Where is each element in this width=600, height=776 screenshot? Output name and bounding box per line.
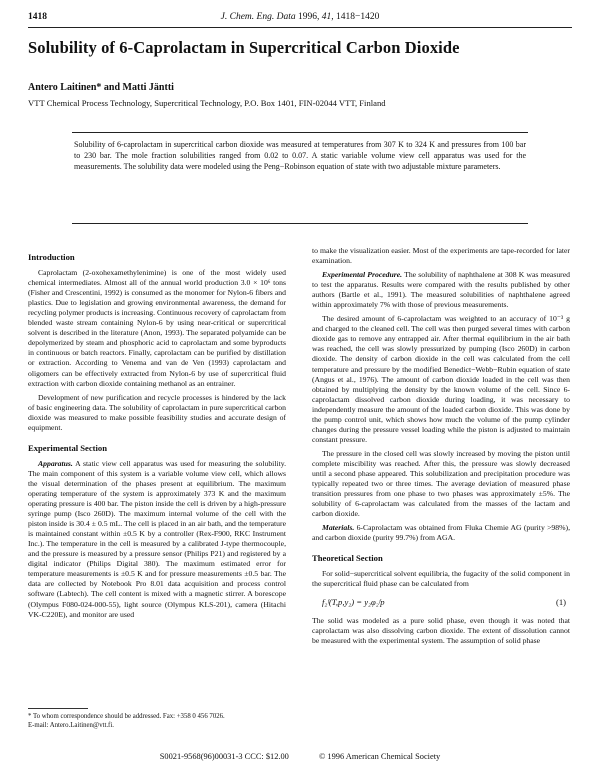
paragraph: The pressure in the closed cell was slowly increased by moving the piston until complete miscibility was reached. After this, the pressure was slowly decreased until a second phase appeared. This solubilization and precipitation procedure was typically repeated two or three times. The average deviation of measured phase transition pressures from one phase to two phases was approximately ±5%. The solubility of 6-caprolactam was calculated from the masses of the lactam and carbon dioxide. [312, 448, 570, 519]
journal-citation [28, 12, 572, 22]
paragraph: The desired amount of 6-caprolactam was weighted to an accuracy of 10⁻³ g and charged to the cleaned cell. The cell was then purged several times with carbon dioxide gas to remove any entrapped air. After thermal equilibrium in the air bath was reached, the cell was slowly pressurized by pumping (Isco 260D) in carbon dioxide. The density of carbon dioxide in the cell was calculated from the cell temperature and pressure by the modified Benedict−Webb−Rubin equation of state (Angus et al., 1976). The amount of carbon dioxide loaded in the cell was then obtained by multiplying the density by the known volume of the cell. Since 6-caprolactam dissolved carbon dioxide during loading, it was necessary to independently measure the amount of the loaded carbon dioxide. This was done by the pump control unit, which shows how much the volume of the pump cylinder changes during the pressure vessel loading while the piston is adjusted to maintain constant pressure. [312, 314, 570, 444]
paragraph-apparatus [28, 459, 286, 620]
runin-procedure: Experimental Procedure. [322, 270, 403, 280]
section-heading-experimental: Experimental Section [28, 442, 108, 453]
equation-number: (1) [555, 597, 566, 608]
runin-materials: Materials. [322, 523, 355, 533]
running-header [28, 12, 572, 26]
paragraph-procedure [312, 270, 570, 310]
paragraph: Development of new purification and recycle processes is hindered by the lack of basic engineering data. The solubility of caprolactam in pure supercritical carbon dioxide was measured to make possible feasibility studies and accurate design of equipment. [28, 392, 286, 432]
journal-volume: 41, [321, 12, 334, 22]
section-heading-theoretical: Theoretical Section [312, 553, 383, 564]
paragraph: Caprolactam (2-oxohexamethylenimine) is one of the most widely used chemical intermediates. Almost all of the annual world production 3.0 × 10⁶ tons (Fisher and Crescentini, 1992) is consumed as the monomer for Nylon-6 fibers and plastics. Due to legislation and growing environmental awareness, the demand for recycling polymer products is increasing. Continuous recovery of caprolactam from blended waste stream containing Nylon-6 by using near-critical or supercritical solvent is described in the literature (Anon, 1993). The separated polyamide can be depolymerized by steam and phosphoric acid to caprolactam and some byproducts in continuous or batch reactors. Finally, caprolactam can be purified by distillation or extraction. According to Venema and van de Ven (1993) caprolactam and oligomers can be effectively extracted from Nylon-6 by use of supercritical fluid extraction with carbon dioxide containing methanol as an entrainer. [28, 268, 286, 388]
page-footer [28, 752, 572, 761]
materials-text: 6-Caprolactam was obtained from Fluka Chemie AG (purity >98%), and carbon dioxide (purity 99.7%) from AGA. [312, 523, 571, 543]
right-column [312, 246, 570, 650]
footnote-rule [28, 708, 88, 709]
abstract [72, 132, 528, 224]
left-column [28, 252, 286, 624]
journal-name: J. Chem. Eng. Data [220, 12, 296, 22]
footnote-email: E-mail: Antero.Laitinen@vtt.fi. [28, 722, 114, 729]
paragraph: to make the visualization easier. Most of the experiments are tape-recorded for later examination. [312, 246, 570, 266]
paragraph-materials [312, 523, 570, 543]
procedure-text: The solubility of naphthalene at 308 K was measured to test the apparatus. Results were compared with the results published by other authors (Bartle et al., 1991). The measured solubilities of naphthalene agreed within approximately 7% with those of previous measurements. [312, 270, 570, 310]
equation: f₂ᶠ(T,p,y₂) = y₂φ₂ᶠp [322, 597, 385, 608]
footnote [28, 712, 286, 730]
paragraph: For solid−supercritical solvent equilibria, the fugacity of the solid component in the supercritical fluid phase can be calculated from [312, 569, 570, 589]
journal-year: 1996, [297, 12, 320, 22]
footnote-line: * To whom correspondence should be addressed. Fax: +358 0 456 7026. [28, 713, 225, 720]
runin-apparatus: Apparatus. [38, 458, 73, 468]
abstract-text: Solubility of 6-caprolactam in supercritical carbon dioxide was measured at temperatures from 307 K to 324 K and pressures from 100 bar to 230 bar. The mole fraction solubilities ranged from 0.02 to 0.07. A static variable volume view cell apparatus was used for the measurements. The solubility data were modeled using the Peng−Robinson equation of state with two adjustable mixture parameters. [74, 140, 526, 171]
article-code: S0021-9568(96)00031-3 CCC: $12.00 [159, 752, 289, 761]
paper-title: Solubility of 6-Caprolactam in Supercritical Carbon Dioxide [28, 38, 460, 57]
section-heading-introduction: Introduction [28, 252, 75, 262]
page-number: 1418 [28, 12, 47, 22]
authors: Antero Laitinen* and Matti Jäntti [28, 82, 174, 93]
paragraph: The solid was modeled as a pure solid phase, even though it was noted that caprolactam was also dissolving carbon dioxide. The extent of dissolution cannot be measured with the experimental system. The assumption of solid phase [312, 615, 570, 645]
copyright: © 1996 American Chemical Society [318, 752, 441, 761]
header-divider [28, 27, 572, 28]
equation-1 [322, 597, 570, 607]
journal-pages: 1418−1420 [335, 12, 380, 22]
apparatus-text: A static view cell apparatus was used for measuring the solubility. The main component of this system is a variable volume view cell, which allows the visual determination of the phases present at equilibrium. The maximum operating temperature of the system is approximately 373 K and the maximum operating pressure is 400 bar. The piston inside the cell is driven by a high-pressure syringe pump (Isco 260D). The maximum internal volume of the cell with the piston inside is 30.4 ± 0.5 mL. The cell is placed in an air bath, and the temperature is maintained constant within ±0.5 K by a controller (Rex-F900, RKC Instrument Inc.). The temperature in the cell is measured by a calibrated J-type thermocouple, and the pressure is measured by a pressure sensor (Philips P21) and registered by a digital indicator (Philips Digital 380). The maximum estimated error for temperature measurements is ±0.5 K and for pressure measurements ±0.5 bar. The data are collected by Notebook Pro 8.01 data acquisition and process control software (Labtech). The cell content is mixed with a magnetic stirrer. A borescope (Olympus F080-024-000-55), light source (Olympus KLS-201), camera (Hitachi VK-C220E), and monitor are used [28, 458, 286, 619]
affiliation: VTT Chemical Process Technology, Supercritical Technology, P.O. Box 1401, FIN-02044 VTT, Finland [28, 98, 386, 108]
